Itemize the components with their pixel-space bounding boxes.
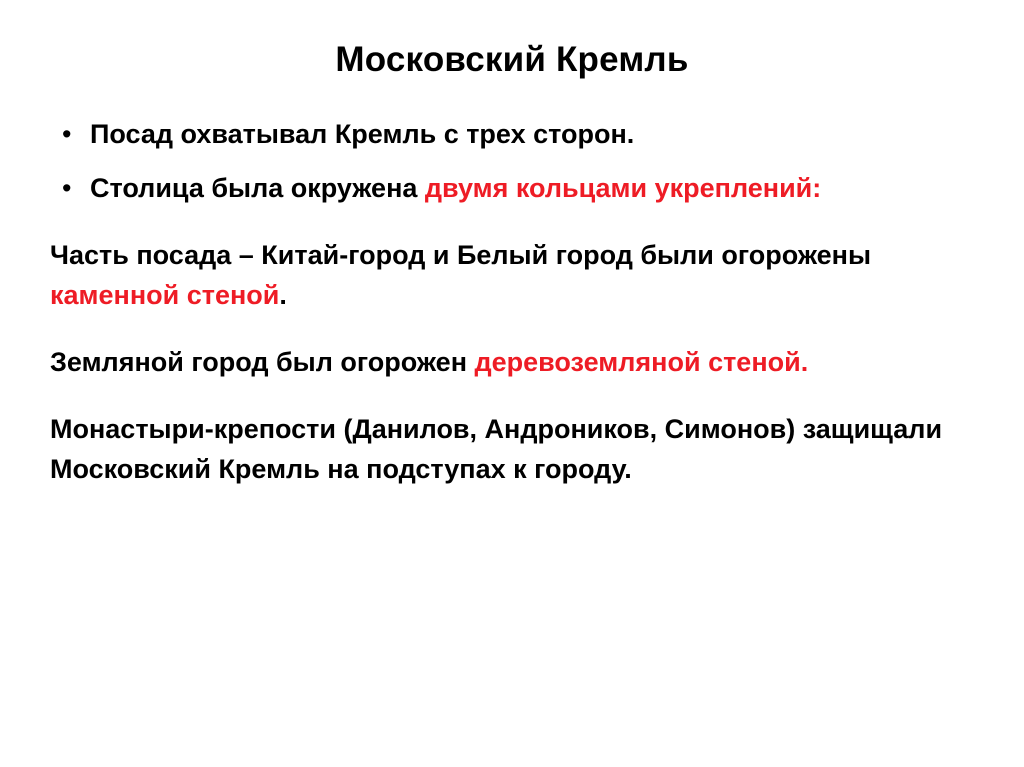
bullet-marker-icon: • (62, 173, 72, 203)
list-item-text (90, 114, 954, 154)
text-segment: Монастыри-крепости (Данилов, Андроников, Симонов) защищали Московский Кремль на подступах к городу. (50, 414, 943, 484)
list-item (50, 114, 954, 154)
text-segment: Часть посада – Китай-город и Белый город были огорожены (50, 240, 872, 270)
text-segment: Земляной город был огорожен (50, 347, 475, 377)
text-segment-highlight: деревоземляной стеной. (474, 347, 809, 377)
list-item (50, 168, 954, 208)
text-segment-highlight: двумя кольцами укреплений: (424, 173, 822, 203)
paragraph (50, 342, 954, 382)
text-segment: . (279, 280, 287, 310)
page-title: Московский Кремль (335, 40, 689, 79)
text-segment: Столица была окружена (90, 173, 425, 203)
text-segment: Посад охватывал Кремль с трех сторон. (90, 119, 635, 149)
slide-content (0, 80, 1024, 489)
list-item-text (90, 168, 954, 208)
bullet-marker-icon: • (62, 119, 72, 149)
paragraph (50, 409, 954, 489)
paragraph (50, 235, 954, 315)
text-segment-highlight: каменной стеной (50, 280, 280, 310)
